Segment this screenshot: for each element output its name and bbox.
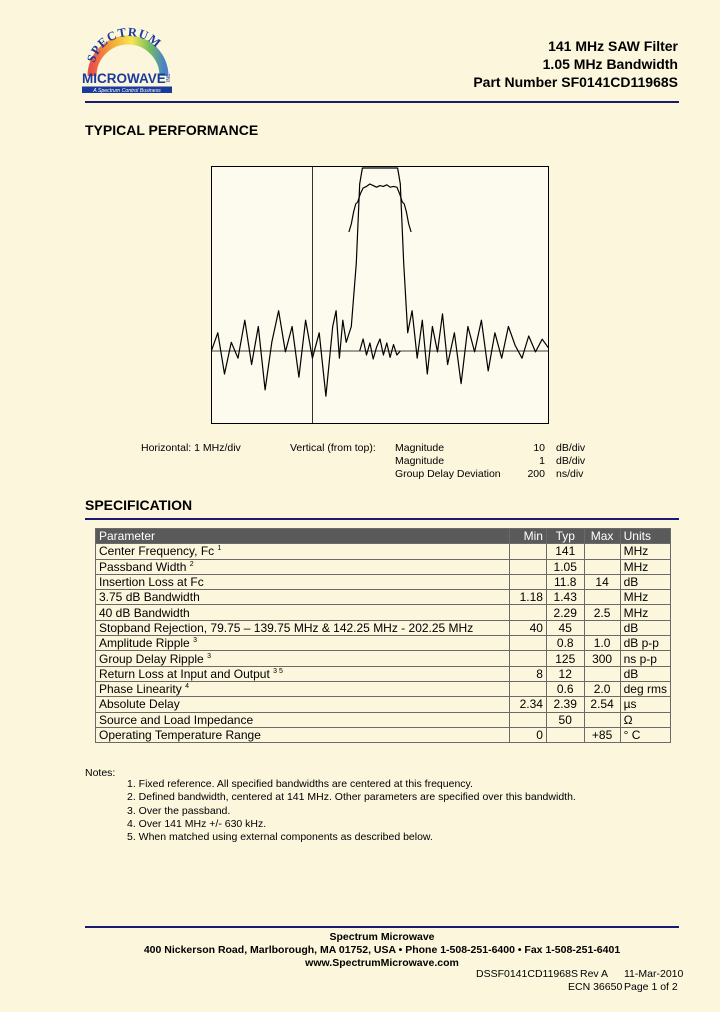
footnote-ref: 2	[189, 560, 194, 568]
spectrum-microwave-logo	[78, 18, 178, 98]
note-item: 2. Defined bandwidth, centered at 141 MHz. Other parameters are specified over this bandwidth.	[127, 791, 576, 804]
cell-max: 2.5	[584, 605, 620, 620]
footer-ecn: ECN 36650	[568, 981, 623, 993]
logo-inc: INC	[166, 73, 172, 82]
cell-typ: 1.05	[546, 559, 584, 574]
parameter-text: Absolute Delay	[99, 697, 180, 712]
parameter-text: 3.75 dB Bandwidth	[99, 590, 200, 605]
footnote-ref: 3	[207, 652, 211, 660]
header-rule	[85, 101, 679, 103]
cell-min	[510, 574, 547, 589]
cell-units: MHz	[620, 559, 670, 574]
footer-website[interactable]: www.SpectrumMicrowave.com	[305, 957, 459, 969]
parameter-text: 40 dB Bandwidth	[99, 605, 190, 620]
cell-parameter	[96, 681, 510, 696]
column-header-min: Min	[510, 529, 547, 544]
notes-label: Notes:	[85, 767, 116, 779]
footnote-ref: 3	[193, 637, 197, 645]
cell-max: 1.0	[584, 636, 620, 651]
cell-min: 2.34	[510, 697, 547, 712]
column-header-units: Units	[620, 529, 670, 544]
cell-typ: 125	[546, 651, 584, 666]
table-row	[96, 590, 671, 605]
note-item: 1. Fixed reference. All specified bandwidths are centered at this frequency.	[127, 778, 473, 790]
typical-performance-title: TYPICAL PERFORMANCE	[85, 122, 259, 138]
header-part-number: Part Number SF0141CD11968S	[473, 74, 678, 90]
scale-name: Magnitude	[395, 442, 445, 454]
header-title: 141 MHz SAW Filter	[548, 38, 678, 54]
parameter-text: Insertion Loss at Fc	[99, 575, 204, 590]
footnote-ref: 1	[217, 545, 222, 553]
cell-max: 2.0	[584, 681, 620, 696]
note-item: 3. Over the passband.	[127, 804, 231, 817]
cell-units: Ω	[620, 712, 670, 727]
cell-max: 300	[584, 651, 620, 666]
cell-parameter	[96, 636, 510, 651]
performance-chart	[211, 166, 549, 424]
table-row	[96, 574, 671, 589]
footer-address: 400 Nickerson Road, Marlborough, MA 01752, USA • Phone 1-508-251-6400 • Fax 1-508-251-6401	[143, 944, 621, 956]
footer-date: 11-Mar-2010	[624, 968, 684, 980]
table-row	[96, 636, 671, 651]
scale-value: 1	[539, 455, 545, 467]
cell-units: MHz	[620, 544, 670, 559]
cell-max: 2.54	[584, 697, 620, 712]
scale-unit: dB/div	[556, 442, 586, 454]
cell-typ: 45	[546, 620, 584, 635]
table-row	[96, 544, 671, 559]
scale-value: 200	[527, 468, 545, 480]
table-row	[96, 620, 671, 635]
footer-rule	[85, 926, 679, 928]
specification-table	[95, 528, 671, 743]
cell-min	[510, 605, 547, 620]
column-header-typ: Typ	[546, 529, 584, 544]
footer-doc-id: DSSF0141CD11968S	[476, 968, 578, 980]
logo-arc-text: SPECTRUM	[84, 24, 165, 65]
note-item: 5. When matched using external components as described below.	[127, 831, 433, 844]
cell-parameter	[96, 590, 510, 605]
parameter-text: Source and Load Impedance	[99, 712, 254, 727]
specification-title: SPECIFICATION	[85, 497, 193, 513]
parameter-text: Phase Linearity	[99, 682, 182, 697]
cell-max	[584, 544, 620, 559]
cell-min	[510, 559, 547, 574]
cell-min: 0	[510, 727, 547, 742]
cell-parameter	[96, 559, 510, 574]
table-row	[96, 712, 671, 727]
table-row	[96, 559, 671, 574]
parameter-text: Return Loss at Input and Output	[99, 666, 270, 681]
table-row	[96, 651, 671, 666]
cell-units: ° C	[620, 727, 670, 742]
cell-min: 1.18	[510, 590, 547, 605]
cell-typ	[546, 727, 584, 742]
cell-min: 40	[510, 620, 547, 635]
scale-name: Group Delay Deviation	[395, 468, 501, 480]
cell-units: ns p-p	[620, 651, 670, 666]
cell-units: MHz	[620, 590, 670, 605]
scale-unit: ns/div	[556, 468, 584, 480]
cell-typ: 2.39	[546, 697, 584, 712]
table-row	[96, 681, 671, 696]
parameter-text: Center Frequency, Fc	[99, 544, 215, 559]
cell-units: dB p-p	[620, 636, 670, 651]
cell-parameter	[96, 651, 510, 666]
parameter-text: Passband Width	[99, 559, 187, 574]
column-header-parameter: Parameter	[96, 529, 510, 544]
cell-typ: 1.43	[546, 590, 584, 605]
cell-max	[584, 620, 620, 635]
cell-max	[584, 712, 620, 727]
table-row	[96, 727, 671, 742]
logo-word: MICROWAVE	[82, 71, 166, 86]
cell-typ: 0.8	[546, 636, 584, 651]
cell-units: deg rms	[620, 681, 670, 696]
spec-rule	[85, 518, 679, 520]
cell-max: 14	[584, 574, 620, 589]
cell-parameter	[96, 727, 510, 742]
scale-name: Magnitude	[395, 455, 445, 467]
parameter-text: Amplitude Ripple	[99, 636, 190, 651]
scale-value: 10	[533, 442, 545, 454]
cell-max	[584, 666, 620, 681]
cell-parameter	[96, 620, 510, 635]
table-row	[96, 666, 671, 681]
parameter-text: Stopband Rejection, 79.75 – 139.75 MHz & 142.25 MHz - 202.25 MHz	[99, 620, 474, 635]
cell-typ: 141	[546, 544, 584, 559]
cell-parameter	[96, 697, 510, 712]
vertical-scale-label: Vertical (from top):	[290, 442, 376, 454]
cell-max: +85	[584, 727, 620, 742]
cell-units: µs	[620, 697, 670, 712]
parameter-text: Operating Temperature Range	[99, 728, 261, 742]
cell-typ: 11.8	[546, 574, 584, 589]
parameter-text: Group Delay Ripple	[99, 651, 204, 666]
footer-page: Page 1 of 2	[624, 981, 678, 993]
header-bandwidth: 1.05 MHz Bandwidth	[542, 56, 678, 72]
table-header-row	[96, 529, 671, 544]
footnote-ref: 4	[185, 683, 189, 691]
cell-parameter	[96, 574, 510, 589]
footnote-ref: 3 5	[273, 667, 283, 675]
cell-min: 8	[510, 666, 547, 681]
note-item: 4. Over 141 MHz +/- 630 kHz.	[127, 817, 267, 830]
column-header-max: Max	[584, 529, 620, 544]
logo-tagline: A Spectrum Control Business	[93, 87, 161, 94]
horizontal-scale-label: Horizontal: 1 MHz/div	[141, 442, 241, 454]
cell-units: dB	[620, 666, 670, 681]
cell-units: MHz	[620, 605, 670, 620]
cell-parameter	[96, 605, 510, 620]
cell-units: dB	[620, 574, 670, 589]
footer-rev: Rev A	[580, 968, 609, 980]
cell-typ: 50	[546, 712, 584, 727]
cell-parameter	[96, 712, 510, 727]
scale-unit: dB/div	[556, 455, 586, 467]
cell-typ: 12	[546, 666, 584, 681]
cell-max	[584, 559, 620, 574]
cell-parameter	[96, 544, 510, 559]
cell-max	[584, 590, 620, 605]
cell-min	[510, 651, 547, 666]
cell-min	[510, 636, 547, 651]
cell-min	[510, 544, 547, 559]
footer-company: Spectrum Microwave	[329, 931, 435, 943]
cell-parameter	[96, 666, 510, 681]
cell-units: dB	[620, 620, 670, 635]
cell-typ: 0.6	[546, 681, 584, 696]
cell-min	[510, 681, 547, 696]
table-row	[96, 697, 671, 712]
cell-min	[510, 712, 547, 727]
cell-typ: 2.29	[546, 605, 584, 620]
table-row	[96, 605, 671, 620]
